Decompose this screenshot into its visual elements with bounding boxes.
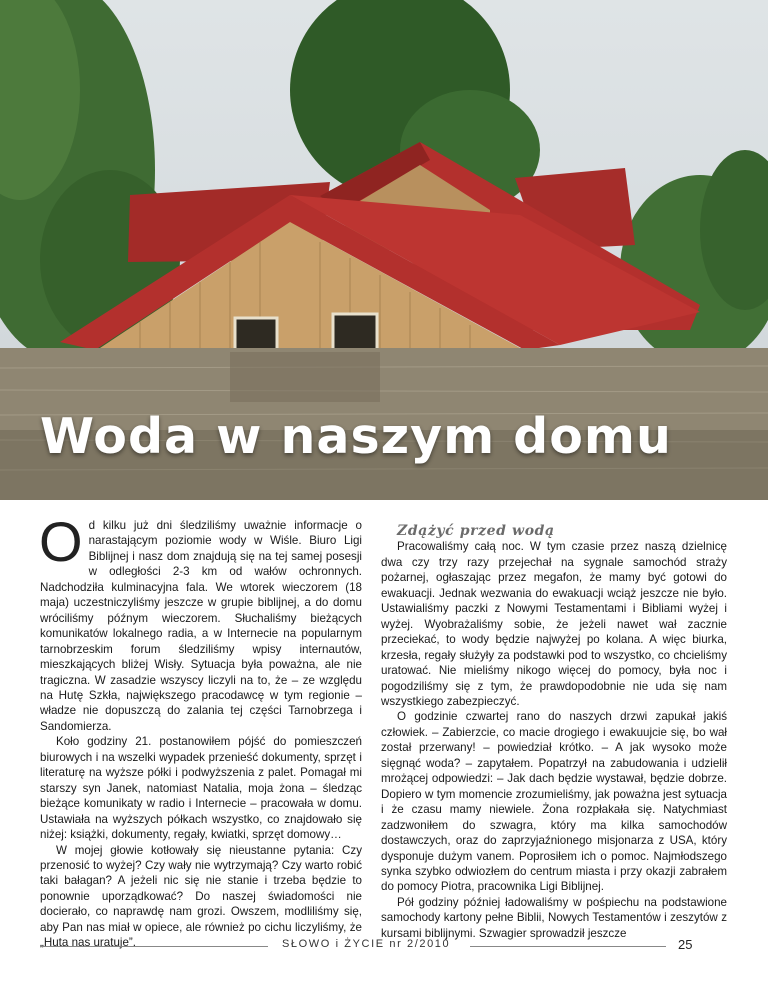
window-right (333, 314, 377, 352)
footer-rule-right (470, 946, 666, 947)
section-subheading: Zdążyć przed wodą (397, 523, 555, 539)
paragraph-5: O godzinie czwartej rano do naszych drzwi zapukał jakiś człowiek. – Zabierzcie, co macie drogiego i ewakuujcie się, bo wał został przerwany! – powiedział krótko. – A jak wysoko może sięgnąć woda? – zapytałem. Popatrzył na zabudowania i udzielił mrożącej odpowiedzi: – Jak dach będzie wystawał, będzie dobrze. Dopiero w tym momencie zrozumieliśmy, jak poważna jest sytuacja i że czasu mamy niewiele. Żona rozpłakała się. Natychmiast zadzwoniłem do szwagra, który ma kilka samochodów dostawczych, oraz do zaprzyjaźnionego misjonarza z USA, który dysponuje dużym vanem. Poprosiłem ich o pomoc. Najmłodszego synka szybko odwiozłem do centrum miasta i przy okazji zabrałem do pomocy Piotra, pracownika Ligi Biblijnej. (381, 710, 727, 894)
right-column (381, 524, 727, 941)
paragraph-1: Od kilku już dni śledziliśmy uważnie informacje o narastającym poziomie wody w Wiśle. Biuro Ligi Biblijnej i nasz dom znajdują się na tej samej posesji w odległości 2-3 km od wałów ochronnych. Nadchodziła kulminacyjna fala. We wtorek wieczorem (18 maja) uczestniczyliśmy jeszcze w grupie biblijnej, a do domu wróciliśmy późnym wieczorem. Słuchaliśmy bieżących komunikatów lokalnego radia, a w Internecie na popularnym tarnobrzeskim forum śledziliśmy wpisy internautów, mieszkających bliżej Wisły. Sytuacja była poważna, ale nie tragiczna. W zasadzie wszyscy liczyli na to, że – ze względu na Hutę Szkła, największego pracodawcę w tym regionie – władze nie dopuszczą do zalania tej części Tarnobrzega i Sandomierza. (39, 510, 362, 733)
footer-rule-left (40, 946, 268, 947)
paragraph-4: Pracowaliśmy całą noc. W tym czasie przez naszą dzielnicę dwa czy trzy razy przejechał na sygnale samochód straży pożarnej, ogłaszając przez megafon, że mamy być gotowi do ewakuacji. Jednak wezwania do ewakuacji wciąż jeszcze nie było. Ustawialiśmy paczki z Nowymi Testamentami i Bibliami wyżej i wyżej. Wyobrażaliśmy sobie, że jeżeli nawet wał zacznie przeciekać, to wody będzie najwyżej po kolana. A więc biurka, krzesła, regały służyły za podstawki pod to wszystko, co chcieliśmy uratować. Nie mieliśmy nikogo więcej do pomocy, była noc i pogodziliśmy się z tym, że prawdopodobnie nie uda się nam wszystkiego zabezpieczyć. (381, 540, 727, 708)
footer-title: SŁOWO i ŻYCIE nr 2/2010 (282, 938, 451, 950)
window-left (235, 318, 277, 352)
article-title: Woda w naszym domu (40, 408, 672, 465)
paragraph-2: Koło godziny 21. postanowiłem pójść do pomieszczeń biurowych i na wszelki wypadek przenieść dokumenty, sprzęt i literaturę na wyższe półki i podwyższenia z palet. Pomagał mi starszy syn Janek, natomiast Natalia, moja żona – śledząc bieżące komunikaty w radio i Internecie – pracowała w domu. Ustawiała na wyższych półkach wszystko, co znajdowało się niżej: książki, dokumenty, regały, kwiatki, sprzęt domowy… (40, 735, 362, 842)
drop-cap: O (39, 510, 83, 573)
page-number: 25 (678, 937, 693, 952)
paragraph-3: W mojej głowie kotłowały się nieustanne pytania: Czy przenosić to wyżej? Czy wały nie wytrzymają? Czy warto robić taki bałagan? A jeżeli nic się nie stanie i trzeba będzie to ponownie uporządkować? Do naszej świadomości nie docierało, co naprawdę nam grozi. Owszem, modliliśmy się, aby Pan nas miał w opiece, ale również po cichu liczyliśmy, że „Huta nas uratuje”. (40, 843, 362, 950)
paragraph-6: Pół godziny później ładowaliśmy w pośpiechu na podstawione samochody kartony pełne Biblii, Nowych Testamentów i zeszytów z kursami biblijnymi. Szwagier sprowadził jeszcze (381, 895, 727, 940)
left-column (39, 510, 362, 951)
